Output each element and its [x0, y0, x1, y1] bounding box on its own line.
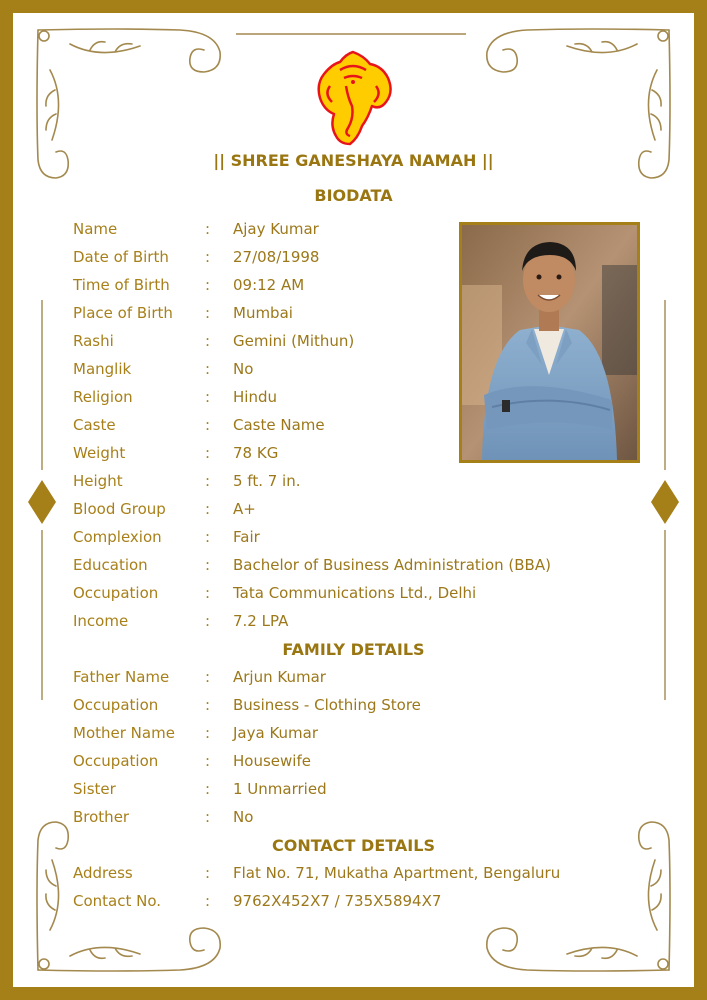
row-separator: :: [205, 892, 211, 910]
row-separator: :: [205, 500, 211, 518]
row-value: Arjun Kumar: [233, 668, 326, 686]
row-label: Address: [73, 864, 133, 882]
row-separator: :: [205, 808, 211, 826]
row-label: Education: [73, 556, 148, 574]
row-value: 09:12 AM: [233, 276, 305, 294]
row-separator: :: [205, 388, 211, 406]
row-label: Contact No.: [73, 892, 162, 910]
row-separator: :: [205, 528, 211, 546]
row-value: Tata Communications Ltd., Delhi: [233, 584, 477, 602]
row-label: Blood Group: [73, 500, 166, 518]
row-separator: :: [205, 360, 211, 378]
row-value: 5 ft. 7 in.: [233, 472, 301, 490]
row-label: Religion: [73, 388, 133, 406]
row-separator: :: [205, 612, 211, 630]
row-label: Mother Name: [73, 724, 175, 742]
contact-details-heading: CONTACT DETAILS: [272, 836, 435, 855]
row-label: Weight: [73, 444, 126, 462]
row-value: Hindu: [233, 388, 277, 406]
ganesha-icon: [310, 48, 396, 148]
row-label: Place of Birth: [73, 304, 173, 322]
row-separator: :: [205, 444, 211, 462]
row-label: Date of Birth: [73, 248, 169, 266]
row-value: Caste Name: [233, 416, 325, 434]
row-separator: :: [205, 332, 211, 350]
row-label: Caste: [73, 416, 116, 434]
row-separator: :: [205, 584, 211, 602]
row-separator: :: [205, 668, 211, 686]
row-label: Brother: [73, 808, 130, 826]
row-value: 27/08/1998: [233, 248, 320, 266]
row-value: No: [233, 808, 254, 826]
row-value: Flat No. 71, Mukatha Apartment, Bengaluru: [233, 864, 561, 882]
row-separator: :: [205, 556, 211, 574]
invocation-heading: || SHREE GANESHAYA NAMAH ||: [213, 151, 494, 170]
row-value: Jaya Kumar: [233, 724, 319, 742]
row-label: Occupation: [73, 752, 159, 770]
row-value: Gemini (Mithun): [233, 332, 355, 350]
row-separator: :: [205, 304, 211, 322]
row-label: Manglik: [73, 360, 132, 378]
row-value: 1 Unmarried: [233, 780, 327, 798]
row-value: Housewife: [233, 752, 311, 770]
row-separator: :: [205, 864, 211, 882]
row-separator: :: [205, 248, 211, 266]
row-value: Ajay Kumar: [233, 220, 319, 238]
row-separator: :: [205, 780, 211, 798]
row-label: Time of Birth: [73, 276, 170, 294]
row-separator: :: [205, 696, 211, 714]
row-value: Fair: [233, 528, 260, 546]
row-label: Name: [73, 220, 118, 238]
row-value: A+: [233, 500, 256, 518]
row-value: Bachelor of Business Administration (BBA): [233, 556, 551, 574]
row-label: Income: [73, 612, 129, 630]
row-value: No: [233, 360, 254, 378]
profile-photo: [459, 222, 640, 463]
row-separator: :: [205, 220, 211, 238]
row-label: Height: [73, 472, 123, 490]
row-separator: :: [205, 276, 211, 294]
person-photo-illustration: [462, 225, 637, 460]
row-value: 7.2 LPA: [233, 612, 289, 630]
biodata-title: BIODATA: [314, 186, 393, 205]
row-label: Father Name: [73, 668, 170, 686]
row-value: Business - Clothing Store: [233, 696, 421, 714]
row-value: 78 KG: [233, 444, 279, 462]
row-separator: :: [205, 752, 211, 770]
row-value: Mumbai: [233, 304, 293, 322]
row-label: Complexion: [73, 528, 162, 546]
row-value: 9762X452X7 / 735X5894X7: [233, 892, 442, 910]
row-label: Occupation: [73, 696, 159, 714]
row-label: Occupation: [73, 584, 159, 602]
row-label: Sister: [73, 780, 116, 798]
family-details-heading: FAMILY DETAILS: [282, 640, 425, 659]
row-separator: :: [205, 472, 211, 490]
row-separator: :: [205, 724, 211, 742]
row-separator: :: [205, 416, 211, 434]
row-label: Rashi: [73, 332, 114, 350]
